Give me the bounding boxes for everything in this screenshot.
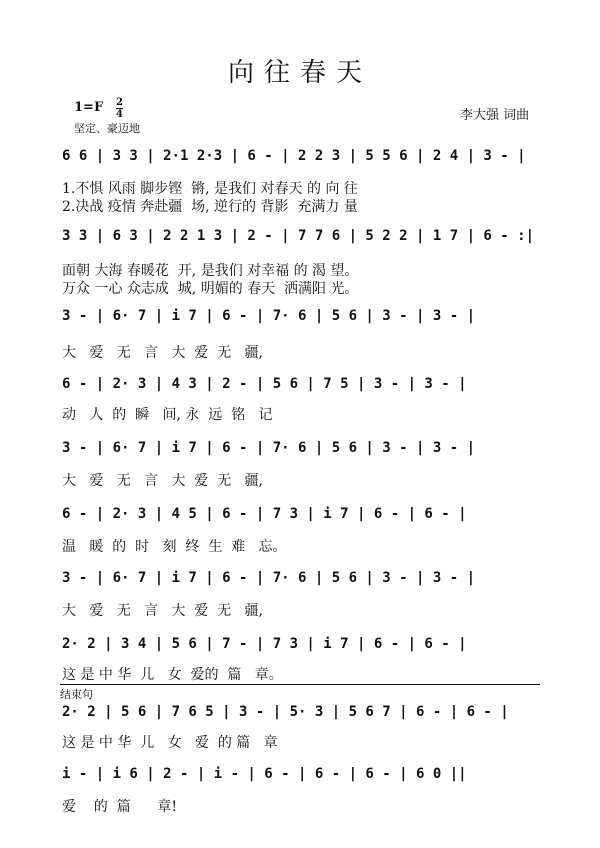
score-row-1 [62, 148, 542, 172]
lyrics: 爱 的 篇 章! [62, 799, 178, 815]
credits: 李大强 词曲 [460, 108, 530, 123]
lyrics-verse-1: 1.不惧 风雨 脚步铿 锵, 是我们 对春天 的 向 往 [62, 181, 358, 197]
notes: 3 - | 6· 7 | i 7 | 6 - | 7· 6 | 5 6 | 3 - | 3 - | [62, 440, 476, 456]
notes: 6 - | 2· 3 | 4 5 | 6 - | 7 3 | i 7 | 6 - | 6 - | [62, 506, 467, 522]
notes: 6 6 | 3 3 | 2·1 2·3 | 6 - | 2 2 3 | 5 5 6 | 2 4 | 3 - | [62, 148, 526, 164]
ending-divider [60, 684, 540, 685]
notes: 3 3 | 6 3 | 2 2 1 3 | 2 - | 7 7 6 | 5 2 2 | 1 7 | 6 - :| [62, 228, 535, 244]
tempo-marking: 坚定、豪迈地 [74, 122, 140, 135]
meter-bottom: 4 [116, 109, 123, 120]
score-row-10 [62, 766, 542, 790]
notes: 2· 2 | 5 6 | 7 6 5 | 3 - | 5· 3 | 5 6 7 | 6 - | 6 - | [62, 704, 509, 720]
lyrics: 这 是 中 华 儿 女 爱 的 篇 章 [62, 735, 278, 751]
score-row-7 [62, 570, 542, 594]
score-row-2 [62, 228, 542, 252]
ending-label: 结束句 [60, 688, 93, 701]
lyrics-verse-1: 面朝 大海 春暖花 开, 是我们 对幸福 的 渴 望。 [62, 263, 359, 279]
notes: 2· 2 | 3 4 | 5 6 | 7 - | 7 3 | i 7 | 6 - | 6 - | [62, 636, 467, 652]
score-row-5 [62, 440, 542, 464]
meter-top: 2 [116, 97, 123, 108]
lyrics: 大 爱 无 言 大 爱 无 疆, [62, 345, 264, 361]
score-row-4 [62, 376, 542, 400]
lyrics-verse-2: 2.决战 疫情 奔赴疆 场, 逆行的 背影 充满力 量 [62, 199, 358, 215]
key-signature: 1=F [74, 100, 104, 115]
lyrics: 温 暖 的 时 刻 终 生 难 忘。 [62, 539, 287, 555]
time-signature [116, 97, 123, 120]
score-row-9 [62, 704, 542, 728]
lyrics: 大 爱 无 言 大 爱 无 疆, [62, 473, 264, 489]
score-row-3 [62, 308, 542, 332]
notes: i - | i 6 | 2 - | i - | 6 - | 6 - | 6 - | 6 0 || [62, 766, 467, 782]
notes: 3 - | 6· 7 | i 7 | 6 - | 7· 6 | 5 6 | 3 - | 3 - | [62, 308, 476, 324]
score-row-6 [62, 506, 542, 530]
lyrics: 动 人 的 瞬 间, 永 远 铭 记 [62, 407, 273, 423]
lyrics: 大 爱 无 言 大 爱 无 疆, [62, 603, 264, 619]
lyrics: 这 是 中 华 儿 女 爱的 篇 章。 [62, 667, 283, 683]
score-row-8 [62, 636, 542, 660]
notes: 6 - | 2· 3 | 4 3 | 2 - | 5 6 | 7 5 | 3 - | 3 - | [62, 376, 467, 392]
song-title: 向往春天 [227, 58, 372, 88]
lyrics-verse-2: 万众 一心 众志成 城, 明媚的 春天 洒满阳 光。 [62, 281, 359, 297]
notes: 3 - | 6· 7 | i 7 | 6 - | 7· 6 | 5 6 | 3 - | 3 - | [62, 570, 476, 586]
